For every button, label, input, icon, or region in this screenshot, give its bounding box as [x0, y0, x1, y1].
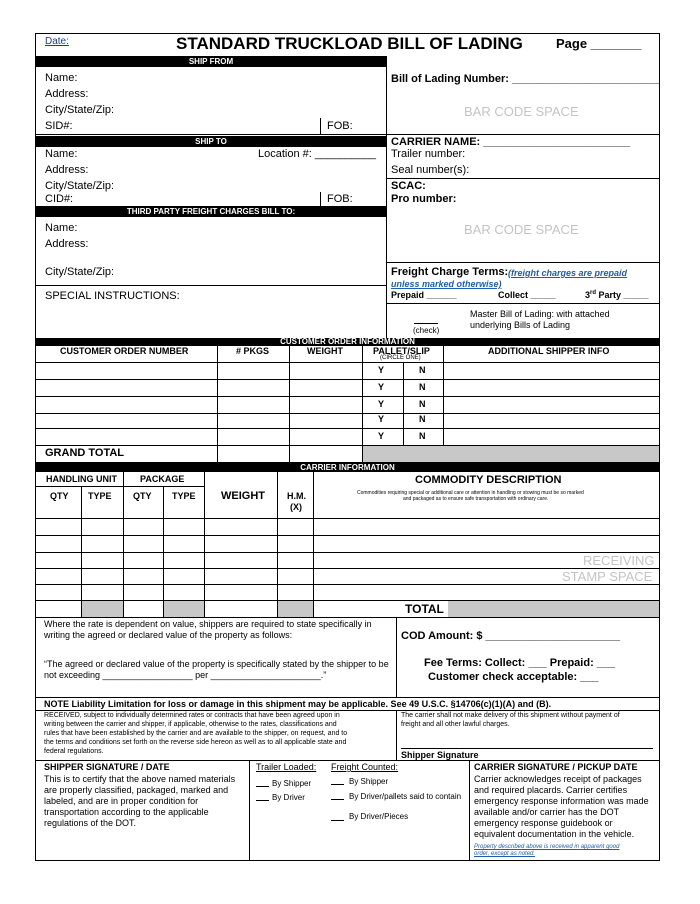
trailer-loaded-title: Trailer Loaded:: [256, 762, 317, 772]
third-party-city[interactable]: City/State/Zip:: [45, 266, 115, 278]
carrier-ack-5: emergency response guidebook or: [474, 818, 613, 828]
collect-field[interactable]: Collect _____: [498, 290, 556, 300]
shipper-cert-1: This is to certify that the above named materials: [44, 774, 236, 784]
carrier-ack-1: Carrier acknowledges receipt of packages: [474, 774, 642, 784]
carrier-name-field[interactable]: CARRIER NAME: ________________________: [391, 136, 631, 148]
fee-terms-field[interactable]: Fee Terms: Collect: ___ Prepaid: ___: [424, 657, 616, 669]
value-declared-field[interactable]: not exceeding __________________ per ______________________.”: [44, 670, 327, 680]
divider: [36, 552, 659, 553]
divider: [36, 760, 659, 761]
bol-number-field[interactable]: Bill of Lading Number: ________________________: [391, 73, 659, 85]
check-label: (check): [413, 326, 440, 335]
cod-amount-field[interactable]: COD Amount: $ ______________________: [401, 630, 621, 642]
package-header: PACKAGE: [140, 474, 185, 484]
slip-no-2[interactable]: N: [419, 382, 426, 392]
carrier-ack-3: emergency response information was made: [474, 796, 649, 806]
divider: [36, 379, 659, 380]
carrier-footnote-2: order, except as noted.: [474, 851, 536, 857]
date-label[interactable]: Date:: [45, 36, 69, 47]
col-weight: WEIGHT: [307, 346, 343, 356]
divider: [249, 760, 250, 861]
col-customer-order-number: CUSTOMER ORDER NUMBER: [60, 346, 189, 356]
divider: [386, 56, 387, 338]
col-additional-shipper-info: ADDITIONAL SHIPPER INFO: [488, 346, 610, 356]
carrier-footnote-1: Property described above is received in apparent good: [474, 844, 620, 850]
ship-from-name[interactable]: Name:: [45, 72, 78, 84]
ship-from-city[interactable]: City/State/Zip:: [45, 104, 115, 116]
divider: [36, 710, 659, 711]
ship-to-city[interactable]: City/State/Zip:: [45, 180, 115, 192]
prepaid-field[interactable]: Prepaid ______: [391, 290, 457, 300]
trailer-by-driver: By Driver: [272, 793, 305, 802]
commodity-description-header: COMMODITY DESCRIPTION: [415, 474, 562, 486]
seal-number-field[interactable]: Seal number(s):: [391, 164, 470, 176]
hm-x-header: (X): [290, 502, 302, 512]
slip-no-5[interactable]: N: [419, 431, 426, 441]
ship-to-bar: SHIP TO: [36, 136, 386, 147]
divider: [396, 710, 397, 760]
divider: [204, 472, 205, 617]
shipper-signature-line[interactable]: [401, 748, 653, 749]
received-text-2: writing between the carrier and shipper, if applicable, otherwise to the rates, classifications and: [44, 721, 337, 728]
total-shaded-2: [164, 601, 204, 617]
total-shaded-4: [448, 601, 659, 617]
counted-by-shipper: By Shipper: [349, 777, 389, 786]
slip-no-4[interactable]: N: [419, 414, 426, 424]
pallet-yes-5[interactable]: Y: [378, 431, 385, 441]
ship-to-address[interactable]: Address:: [45, 164, 89, 176]
master-bol-line-2: underlying Bills of Lading: [470, 320, 571, 330]
divider: [289, 346, 290, 462]
value-text-2: writing the agreed or declared value of the property as follows:: [44, 630, 293, 640]
divider: [313, 472, 314, 617]
weight-header: WEIGHT: [221, 490, 265, 502]
total-shaded-1: [82, 601, 123, 617]
carrier-signature-title[interactable]: CARRIER SIGNATURE / PICKUP DATE: [474, 762, 638, 772]
customer-check-field[interactable]: Customer check acceptable: ___: [428, 671, 599, 683]
counted-by-shipper-checkbox[interactable]: [331, 784, 344, 785]
divider: [386, 134, 659, 135]
third-party-field[interactable]: 3rd Party _____: [585, 290, 649, 300]
shipper-cert-5: regulations of the DOT.: [44, 818, 137, 828]
grand-total-label: GRAND TOTAL: [45, 447, 125, 459]
ship-from-sid[interactable]: SID#:: [45, 120, 73, 132]
divider: [36, 134, 386, 135]
received-text-5: federal regulations.: [44, 748, 104, 755]
pallet-yes-1[interactable]: Y: [378, 365, 385, 375]
counted-by-driver-pallets: By Driver/pallets said to contain: [349, 792, 462, 801]
carrier-information-bar: CARRIER INFORMATION: [36, 463, 659, 472]
circle-one-label: (CIRCLE ONE): [380, 355, 421, 361]
divider: [36, 428, 659, 429]
page-title: STANDARD TRUCKLOAD BILL OF LADING: [176, 34, 523, 53]
divider: [36, 518, 659, 519]
pkg-qty-header: QTY: [133, 491, 152, 501]
third-party-bar: THIRD PARTY FREIGHT CHARGES BILL TO:: [36, 206, 386, 217]
counted-by-driver-pieces: By Driver/Pieces: [349, 812, 409, 821]
divider: [396, 617, 397, 697]
divider: [36, 486, 204, 487]
receiving-stamp-label-1: RECEIVING: [583, 553, 655, 568]
pallet-yes-2[interactable]: Y: [378, 382, 385, 392]
carrier-ack-4: available and/or carrier has the DOT: [474, 807, 620, 817]
pallet-yes-4[interactable]: Y: [378, 414, 385, 424]
total-shaded-3: [278, 601, 313, 617]
page-number-field[interactable]: Page _______: [556, 36, 642, 51]
divider: [320, 118, 321, 134]
total-label: TOTAL: [405, 602, 444, 616]
by-driver-checkbox[interactable]: [256, 800, 269, 801]
freight-terms-note-1: (freight charges are prepaid: [508, 268, 628, 278]
shipper-signature-title[interactable]: SHIPPER SIGNATURE / DATE: [44, 762, 170, 772]
ship-from-fob[interactable]: FOB:: [327, 120, 353, 132]
divider: [36, 413, 659, 414]
divider: [469, 760, 470, 861]
hu-qty-header: QTY: [50, 491, 69, 501]
ship-to-cid[interactable]: CID#:: [45, 193, 74, 205]
master-bol-check-line[interactable]: [414, 323, 438, 324]
divider: [36, 362, 659, 363]
divider: [36, 697, 659, 698]
customer-order-bar: CUSTOMER ORDER INFORMATION: [36, 338, 659, 346]
divider: [277, 472, 278, 617]
col-pkgs: # PKGS: [236, 346, 270, 356]
slip-no-3[interactable]: N: [419, 399, 426, 409]
handling-unit-header: HANDLING UNIT: [46, 474, 117, 484]
divider: [217, 346, 218, 462]
divider: [386, 303, 659, 304]
divider: [403, 362, 404, 445]
carrier-ack-6: equivalent documentation in the vehicle.: [474, 829, 635, 839]
pkg-type-header: TYPE: [172, 491, 196, 501]
divider: [362, 346, 363, 462]
divider: [36, 584, 659, 585]
divider: [36, 617, 659, 618]
trailer-number-field[interactable]: Trailer number:: [391, 148, 466, 160]
third-party-name[interactable]: Name:: [45, 222, 78, 234]
hu-type-header: TYPE: [88, 491, 112, 501]
trailer-by-shipper: By Shipper: [272, 779, 312, 788]
received-text-3: rules that have been established by the carrier and are available to the shipper, on request, and to: [44, 730, 348, 737]
by-shipper-checkbox[interactable]: [256, 786, 269, 787]
shipper-cert-3: labeled, and are in proper condition for: [44, 796, 199, 806]
value-text-3: “The agreed or declared value of the property is specifically stated by the shipper to be: [44, 659, 389, 669]
freight-counted-title: Freight Counted:: [331, 762, 399, 772]
pro-number-field[interactable]: Pro number:: [391, 193, 457, 205]
ship-from-address[interactable]: Address:: [45, 88, 89, 100]
divider: [386, 262, 659, 263]
received-text-4: the terms and conditions set forth on the reverse side hereon as well as to all applicable state and: [44, 739, 347, 746]
shipper-cert-2: are properly classified, packaged, marked and: [44, 785, 229, 795]
carrier-ack-2: and required placards. Carrier certifies: [474, 785, 628, 795]
barcode-space-2: BAR CODE SPACE: [464, 222, 579, 237]
ship-to-name[interactable]: Name:: [45, 148, 78, 160]
receiving-stamp-label-2: STAMP SPACE: [562, 569, 653, 584]
hm-header: H.M.: [287, 491, 306, 501]
freight-terms-label: Freight Charge Terms:: [391, 266, 509, 278]
commodity-note-2: and packaged as to ensure safe transportation with ordinary care.: [403, 496, 549, 502]
divider: [36, 535, 659, 536]
slip-no-1[interactable]: N: [419, 365, 426, 375]
divider: [36, 285, 386, 286]
shipper-signature-label: Shipper Signature: [401, 750, 479, 760]
counted-by-pallets-checkbox[interactable]: [331, 799, 344, 800]
carrier-delivery-text-2: freight and all other lawful charges.: [401, 721, 510, 728]
received-text-1: RECEIVED, subject to individually determined rates or contracts that have been agreed upon in: [44, 712, 340, 719]
barcode-space-1: BAR CODE SPACE: [464, 104, 579, 119]
carrier-delivery-text-1: The carrier shall not make delivery of this shipment without payment of: [401, 712, 620, 719]
ship-to-location[interactable]: Location #: __________: [258, 148, 377, 160]
commodity-note-1: Commodities requiring special or additional care or attention in handling or stowing must be so marked: [357, 490, 584, 496]
ship-from-bar: SHIP FROM: [36, 56, 386, 67]
divider: [123, 472, 124, 617]
grand-total-shaded: [363, 446, 659, 462]
divider: [36, 396, 659, 397]
master-bol-line-1: Master Bill of Lading: with attached: [470, 309, 610, 319]
shipper-cert-4: transportation according to the applicable: [44, 807, 209, 817]
pallet-yes-3[interactable]: Y: [378, 399, 385, 409]
ship-to-fob[interactable]: FOB:: [327, 193, 353, 205]
divider: [320, 192, 321, 206]
col-pallet-slip: PALLET/SLIP: [373, 346, 430, 356]
special-instructions[interactable]: SPECIAL INSTRUCTIONS:: [45, 290, 180, 302]
third-party-address[interactable]: Address:: [45, 238, 89, 250]
freight-terms-note-2: unless marked otherwise): [391, 279, 502, 289]
divider: [386, 178, 659, 179]
liability-note: NOTE Liability Limitation for loss or damage in this shipment may be applicable. See 49 U.S.C. §14706(c)(1)(A) and (B).: [44, 699, 552, 709]
value-text-1: Where the rate is dependent on value, shippers are required to state specifically in: [44, 619, 372, 629]
scac-field[interactable]: SCAC:: [391, 180, 426, 192]
counted-by-pieces-checkbox[interactable]: [331, 820, 344, 821]
divider: [443, 346, 444, 462]
